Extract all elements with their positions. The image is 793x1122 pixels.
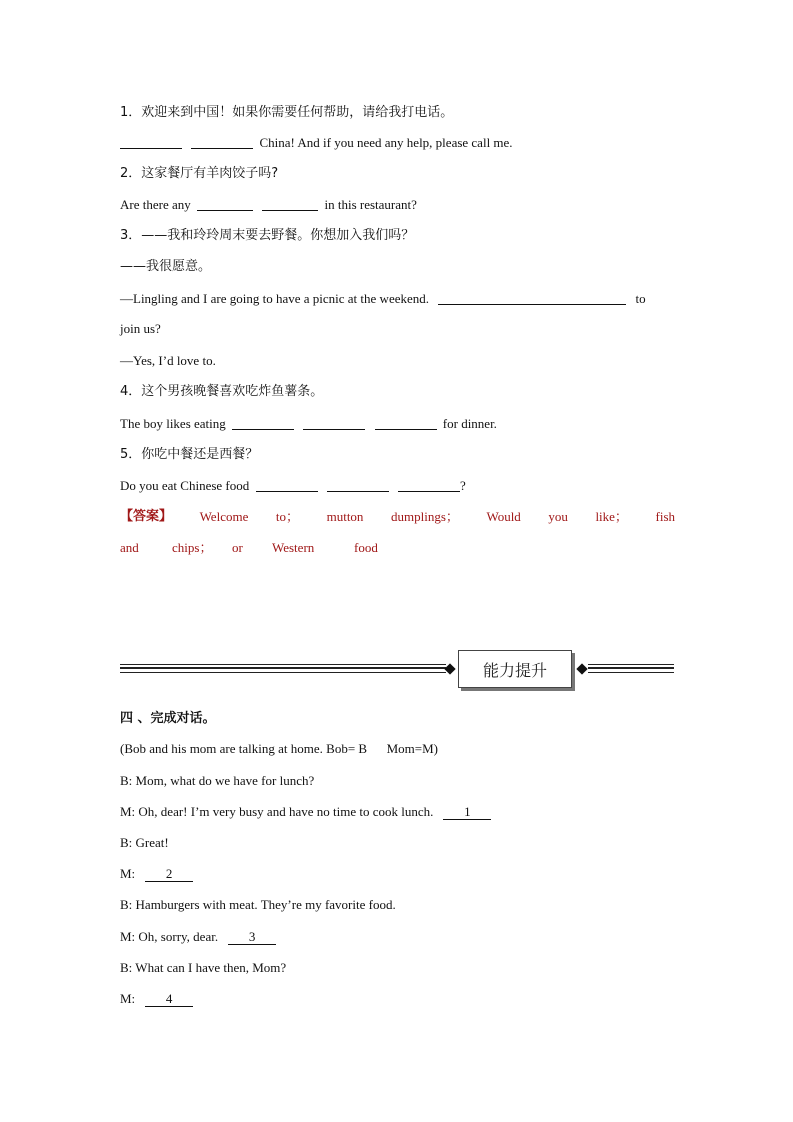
dialogue-text: M: Oh, sorry, dear. — [120, 929, 219, 944]
q3-chinese-reply: ——我很愿意。 — [120, 259, 212, 274]
q5-english-pre: Do you eat Chinese food — [120, 478, 250, 493]
q4-blank-1[interactable] — [232, 416, 294, 430]
q2-english — [120, 196, 417, 214]
answer-line-1 — [120, 508, 675, 526]
q4-english-post: for dinner. — [442, 416, 497, 431]
q2-blank-2[interactable] — [262, 197, 318, 211]
banner-rule-left-1 — [120, 664, 446, 665]
q2-english-pre: Are there any — [120, 197, 191, 212]
q3-english-pre: —Lingling and I are going to have a picnic at the weekend. — [120, 291, 430, 306]
banner-rule-right-1 — [588, 664, 674, 665]
q5-blank-1[interactable] — [256, 478, 318, 492]
answer-word: mutton — [326, 509, 364, 524]
banner-rule-right-3 — [588, 672, 674, 673]
answer-line-2 — [120, 539, 378, 557]
q1-english — [120, 134, 513, 152]
q5-english-post: ? — [460, 478, 466, 493]
q3-chinese: 3．——我和玲玲周末要去野餐。你想加入我们吗？ — [120, 228, 415, 243]
answer-word: Western — [272, 540, 315, 555]
q4-english-pre: The boy likes eating — [120, 416, 226, 431]
answer-blank-3[interactable]: 3 — [228, 929, 276, 945]
q2-chinese: 2．这家餐厅有羊肉饺子吗? — [120, 166, 279, 181]
banner-rule-left-2 — [120, 667, 446, 669]
q3-english-reply: —Yes, I’d love to. — [120, 353, 216, 368]
dialogue-line-5: B: Hamburgers with meat. They’re my favorite food. — [120, 897, 396, 912]
diamond-icon — [576, 663, 587, 674]
answer-word: fish — [655, 509, 675, 524]
dialogue-text: M: Oh, dear! I’m very busy and have no time to cook lunch. — [120, 804, 434, 819]
dialogue-line-4 — [120, 865, 193, 883]
dialogue-line-3: B: Great! — [120, 835, 169, 850]
answer-word: and — [120, 540, 139, 555]
section-title: 四 、完成对话。 — [120, 711, 216, 726]
answer-blank-2[interactable]: 2 — [145, 866, 193, 882]
q4-blank-3[interactable] — [375, 416, 437, 430]
dialogue-intro: (Bob and his mom are talking at home. Bob= B Mom=M) — [120, 741, 438, 756]
banner-rule-left-3 — [120, 672, 446, 673]
dialogue-line-6 — [120, 928, 276, 946]
answer-word: like； — [595, 509, 628, 524]
answer-tag: 【答案】 — [120, 509, 173, 524]
dialogue-line-1: B: Mom, what do we have for lunch? — [120, 773, 315, 788]
answer-blank-4[interactable]: 4 — [145, 991, 193, 1007]
dialogue-text: M: — [120, 866, 136, 881]
q3-english-cont: join us? — [120, 321, 161, 336]
dialogue-line-7: B: What can I have then, Mom? — [120, 960, 287, 975]
q4-chinese: 4．这个男孩晚餐喜欢吃炸鱼薯条。 — [120, 384, 324, 399]
q5-english — [120, 477, 466, 495]
answer-word: dumplings； — [391, 509, 459, 524]
q3-english — [120, 290, 646, 308]
q2-english-post: in this restaurant? — [324, 197, 417, 212]
dialogue-line-2 — [120, 803, 491, 821]
q3-english-post: to — [635, 291, 646, 306]
banner-rule-right-2 — [588, 667, 674, 669]
answer-word: food — [354, 540, 378, 555]
q1-blank-2[interactable] — [191, 135, 253, 149]
banner-title: 能力提升 — [458, 650, 572, 688]
answer-word: chips； — [172, 540, 213, 555]
q1-english-text: China! And if you need any help, please call me. — [259, 135, 513, 150]
answer-word: to； — [275, 509, 300, 524]
q5-blank-3[interactable] — [398, 478, 460, 492]
diamond-icon — [444, 663, 455, 674]
q1-chinese: 1．欢迎来到中国！如果你需要任何帮助，请给我打电话。 — [120, 105, 454, 120]
answer-word: or — [232, 540, 243, 555]
dialogue-text: M: — [120, 991, 136, 1006]
answer-word: Welcome — [199, 509, 249, 524]
q1-blank-1[interactable] — [120, 135, 182, 149]
q5-chinese: 5．你吃中餐还是西餐？ — [120, 447, 259, 462]
q4-english — [120, 415, 497, 433]
q2-blank-1[interactable] — [197, 197, 253, 211]
q5-blank-2[interactable] — [327, 478, 389, 492]
dialogue-line-8 — [120, 990, 193, 1008]
answer-word: you — [548, 509, 568, 524]
answer-blank-1[interactable]: 1 — [443, 804, 491, 820]
q4-blank-2[interactable] — [303, 416, 365, 430]
q3-blank[interactable] — [438, 291, 626, 305]
answer-word: Would — [486, 509, 521, 524]
